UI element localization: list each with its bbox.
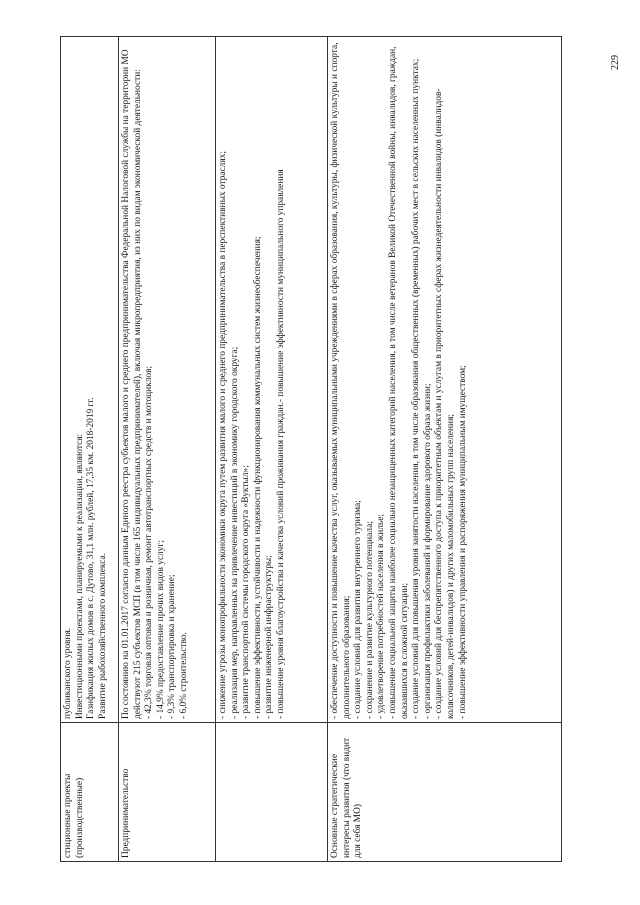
content-line: - повышение уровня благоустройства и качества условий проживания граждан.- повышение эффективности муниципального управления	[275, 169, 286, 719]
content-line: - реализация мер, направленных на привлечение инвестиций в экономику городского округа;	[229, 346, 240, 719]
table-row	[216, 37, 328, 862]
content-line: - организация профилактики заболеваний и формирование здорового образа жизни;	[422, 383, 433, 719]
content-line: - 6,0% строительство.	[178, 632, 189, 719]
row-label: Основные стратегические интересы развития (что видит для себя МО)	[328, 723, 562, 862]
page-number: 229	[610, 55, 621, 70]
content-line: - удовлетворение потребностей населения в жилье;	[376, 514, 387, 719]
content-line: - повышение социальной защиты наиболее социально незащищенных категорий населения, в том числе ветеранов Великой Отечественной войны, инвалидов, граждан, оказавшихся в сложной ситуации;	[387, 46, 410, 719]
rotated-page	[60, 36, 562, 862]
table-row	[328, 37, 562, 862]
content-line: - создание условий для развития внутреннего туризма;	[353, 500, 364, 719]
row-label: Предпринимательство	[119, 723, 216, 862]
content-line: - развитие инженерной инфраструктуры;	[264, 555, 275, 719]
content-line: - повышение эффективности, устойчивости и надежности функционирования коммунальных систем жизнеобеспечения;	[252, 236, 263, 719]
row-content	[61, 37, 119, 723]
content-line: По состоянию на 01.01.2017 согласно данным Единого реестра субъектов малого и среднего предпринимательства Федеральной Налоговой службы на территории МО действуют 215 субъектов МСП (в том числе 165 индивидуальных предпринимателей), включая микропредприятия, из них по видам экономической деятельности:	[121, 49, 143, 719]
content-line: - снижение угрозы монопрофильности экономики округа путем развития малого и среднего предпринимательства в перспективных отраслях;	[218, 151, 228, 719]
row-content	[328, 37, 562, 723]
content-line: - 42,3% торговля оптовая и розничная, ремонт автотранспортных средств и мотоциклов;	[144, 365, 155, 719]
content-line: Газификация жилых домов в с. Дутово, 31,1 млн. рублей, 17,35 км. 2018-2019 гг.	[86, 397, 97, 719]
content-line: - повышение эффективности управления и распоряжения муниципальным имуществом;	[457, 365, 468, 719]
content-line: публиканского уровня.	[63, 627, 73, 719]
row-content	[119, 37, 216, 723]
table-row	[61, 37, 119, 862]
row-content	[216, 37, 328, 723]
strategy-table	[60, 36, 562, 862]
content-line: - обеспечение доступности и повышение качества услуг, оказываемых муниципальными учреждениями в сферах образования, культуры, физической культуры и спорта, дополнительного образования;	[330, 42, 352, 719]
content-line: Инвестиционными проектами, планируемыми к реализации, являются:	[74, 433, 85, 719]
content-line: - создание условий для беспрепятственного доступа к приоритетным объектам и услугам в приоритетных сферах жизнедеятельности инвалидов (инвалидов-колясочников, детей-инвалидов) и других маломобильных групп населения;	[434, 88, 456, 719]
content-line: - развитие транспортной системы городского округа «Вуктыл»;	[241, 465, 252, 719]
row-label	[216, 723, 328, 862]
content-line: - сохранение и развитие культурного потенциала;	[364, 521, 375, 719]
row-label: стиционные проекты (производственные)	[61, 723, 119, 862]
table-row	[119, 37, 216, 862]
content-line: - 14,9% предоставление прочих видов услуг;	[155, 540, 166, 719]
content-line: - 9,3% транспортировка и хранение;	[167, 574, 178, 719]
content-line: Развитие рыбохозяйственного комплекса.	[97, 552, 108, 719]
content-line: - создание условий для повышения уровня занятости населения, в том числе образования общественных (временных) рабочих мест в сельских населенных пунктах;	[411, 58, 422, 719]
